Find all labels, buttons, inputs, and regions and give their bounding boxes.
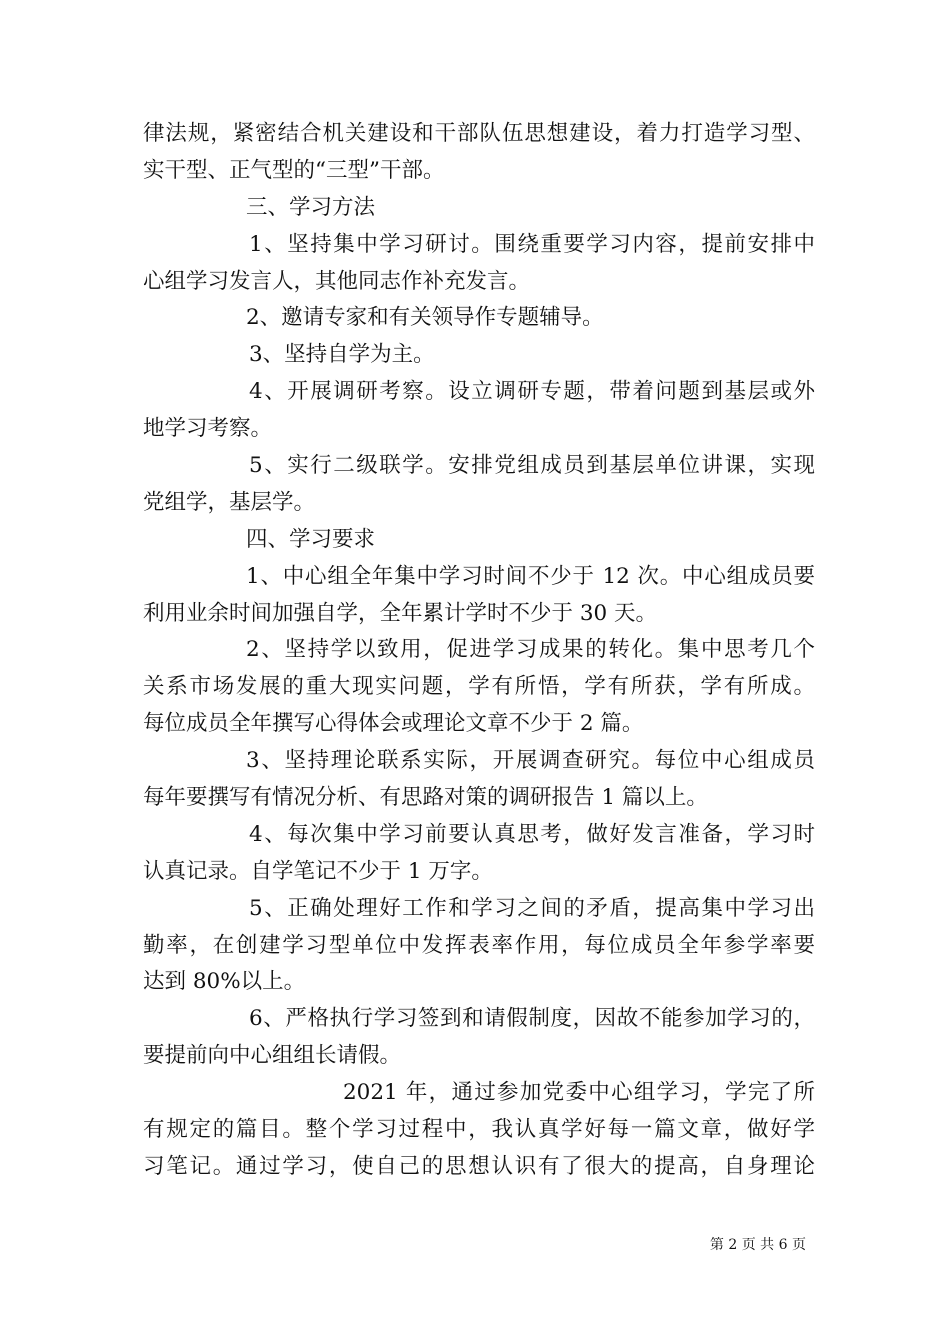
body-line: 每年要撰写有情况分析、有思路对策的调研报告 1 篇以上。 (143, 785, 708, 811)
section-heading: 三、学习方法 (246, 194, 376, 220)
body-line: 1、中心组全年集中学习时间不少于 12 次。中心组成员要 (246, 563, 815, 589)
body-line: 4、每次集中学习前要认真思考，做好发言准备，学习时 (249, 821, 815, 847)
page-number: 第 2 页 共 6 页 (709, 1237, 806, 1253)
body-line: 2、坚持学以致用，促进学习成果的转化。集中思考几个 (246, 637, 815, 663)
document-body (143, 116, 815, 1186)
body-line: 3、坚持理论联系实际，开展调查研究。每位中心组成员 (246, 748, 815, 774)
body-line: 有规定的篇目。整个学习过程中，我认真学好每一篇文章，做好学 (143, 1117, 815, 1143)
body-line: 党组学，基层学。 (143, 489, 316, 515)
body-line: 习笔记。通过学习，使自己的思想认识有了很大的提高，自身理论 (143, 1153, 815, 1179)
body-line: 地学习考察。 (143, 416, 273, 442)
body-line: 关系市场发展的重大现实问题，学有所悟，学有所获，学有所成。 (143, 674, 815, 700)
body-line: 达到 80%以上。 (143, 969, 306, 995)
body-line: 5、实行二级联学。安排党组成员到基层单位讲课，实现 (249, 453, 815, 479)
body-line: 2、邀请专家和有关领导作专题辅导。 (246, 305, 604, 331)
body-line: 勤率，在创建学习型单位中发挥表率作用，每位成员全年参学率要 (143, 932, 815, 958)
body-line: 要提前向中心组组长请假。 (143, 1043, 402, 1069)
body-line: 5、正确处理好工作和学习之间的矛盾，提高集中学习出 (249, 895, 815, 921)
body-line: 认真记录。自学笔记不少于 1 万字。 (143, 858, 493, 884)
body-line: 心组学习发言人，其他同志作补充发言。 (143, 268, 531, 294)
body-line: 3、坚持自学为主。 (249, 342, 435, 368)
body-line: 2021 年，通过参加党委中心组学习，学完了所 (343, 1080, 815, 1106)
body-line: 律法规，紧密结合机关建设和干部队伍思想建设，着力打造学习型、 (143, 121, 815, 146)
body-line: 利用业余时间加强自学，全年累计学时不少于 30 天。 (143, 600, 658, 626)
body-line: 1、坚持集中学习研讨。围绕重要学习内容，提前安排中 (249, 231, 815, 257)
body-line: 4、开展调研考察。设立调研专题，带着问题到基层或外 (249, 379, 815, 405)
section-heading: 四、学习要求 (246, 526, 376, 552)
body-line: 每位成员全年撰写心得体会或理论文章不少于 2 篇。 (143, 711, 644, 737)
body-line: 实干型、正气型的“三型”干部。 (143, 157, 445, 183)
body-line: 6、严格执行学习签到和请假制度，因故不能参加学习的， (249, 1006, 815, 1032)
